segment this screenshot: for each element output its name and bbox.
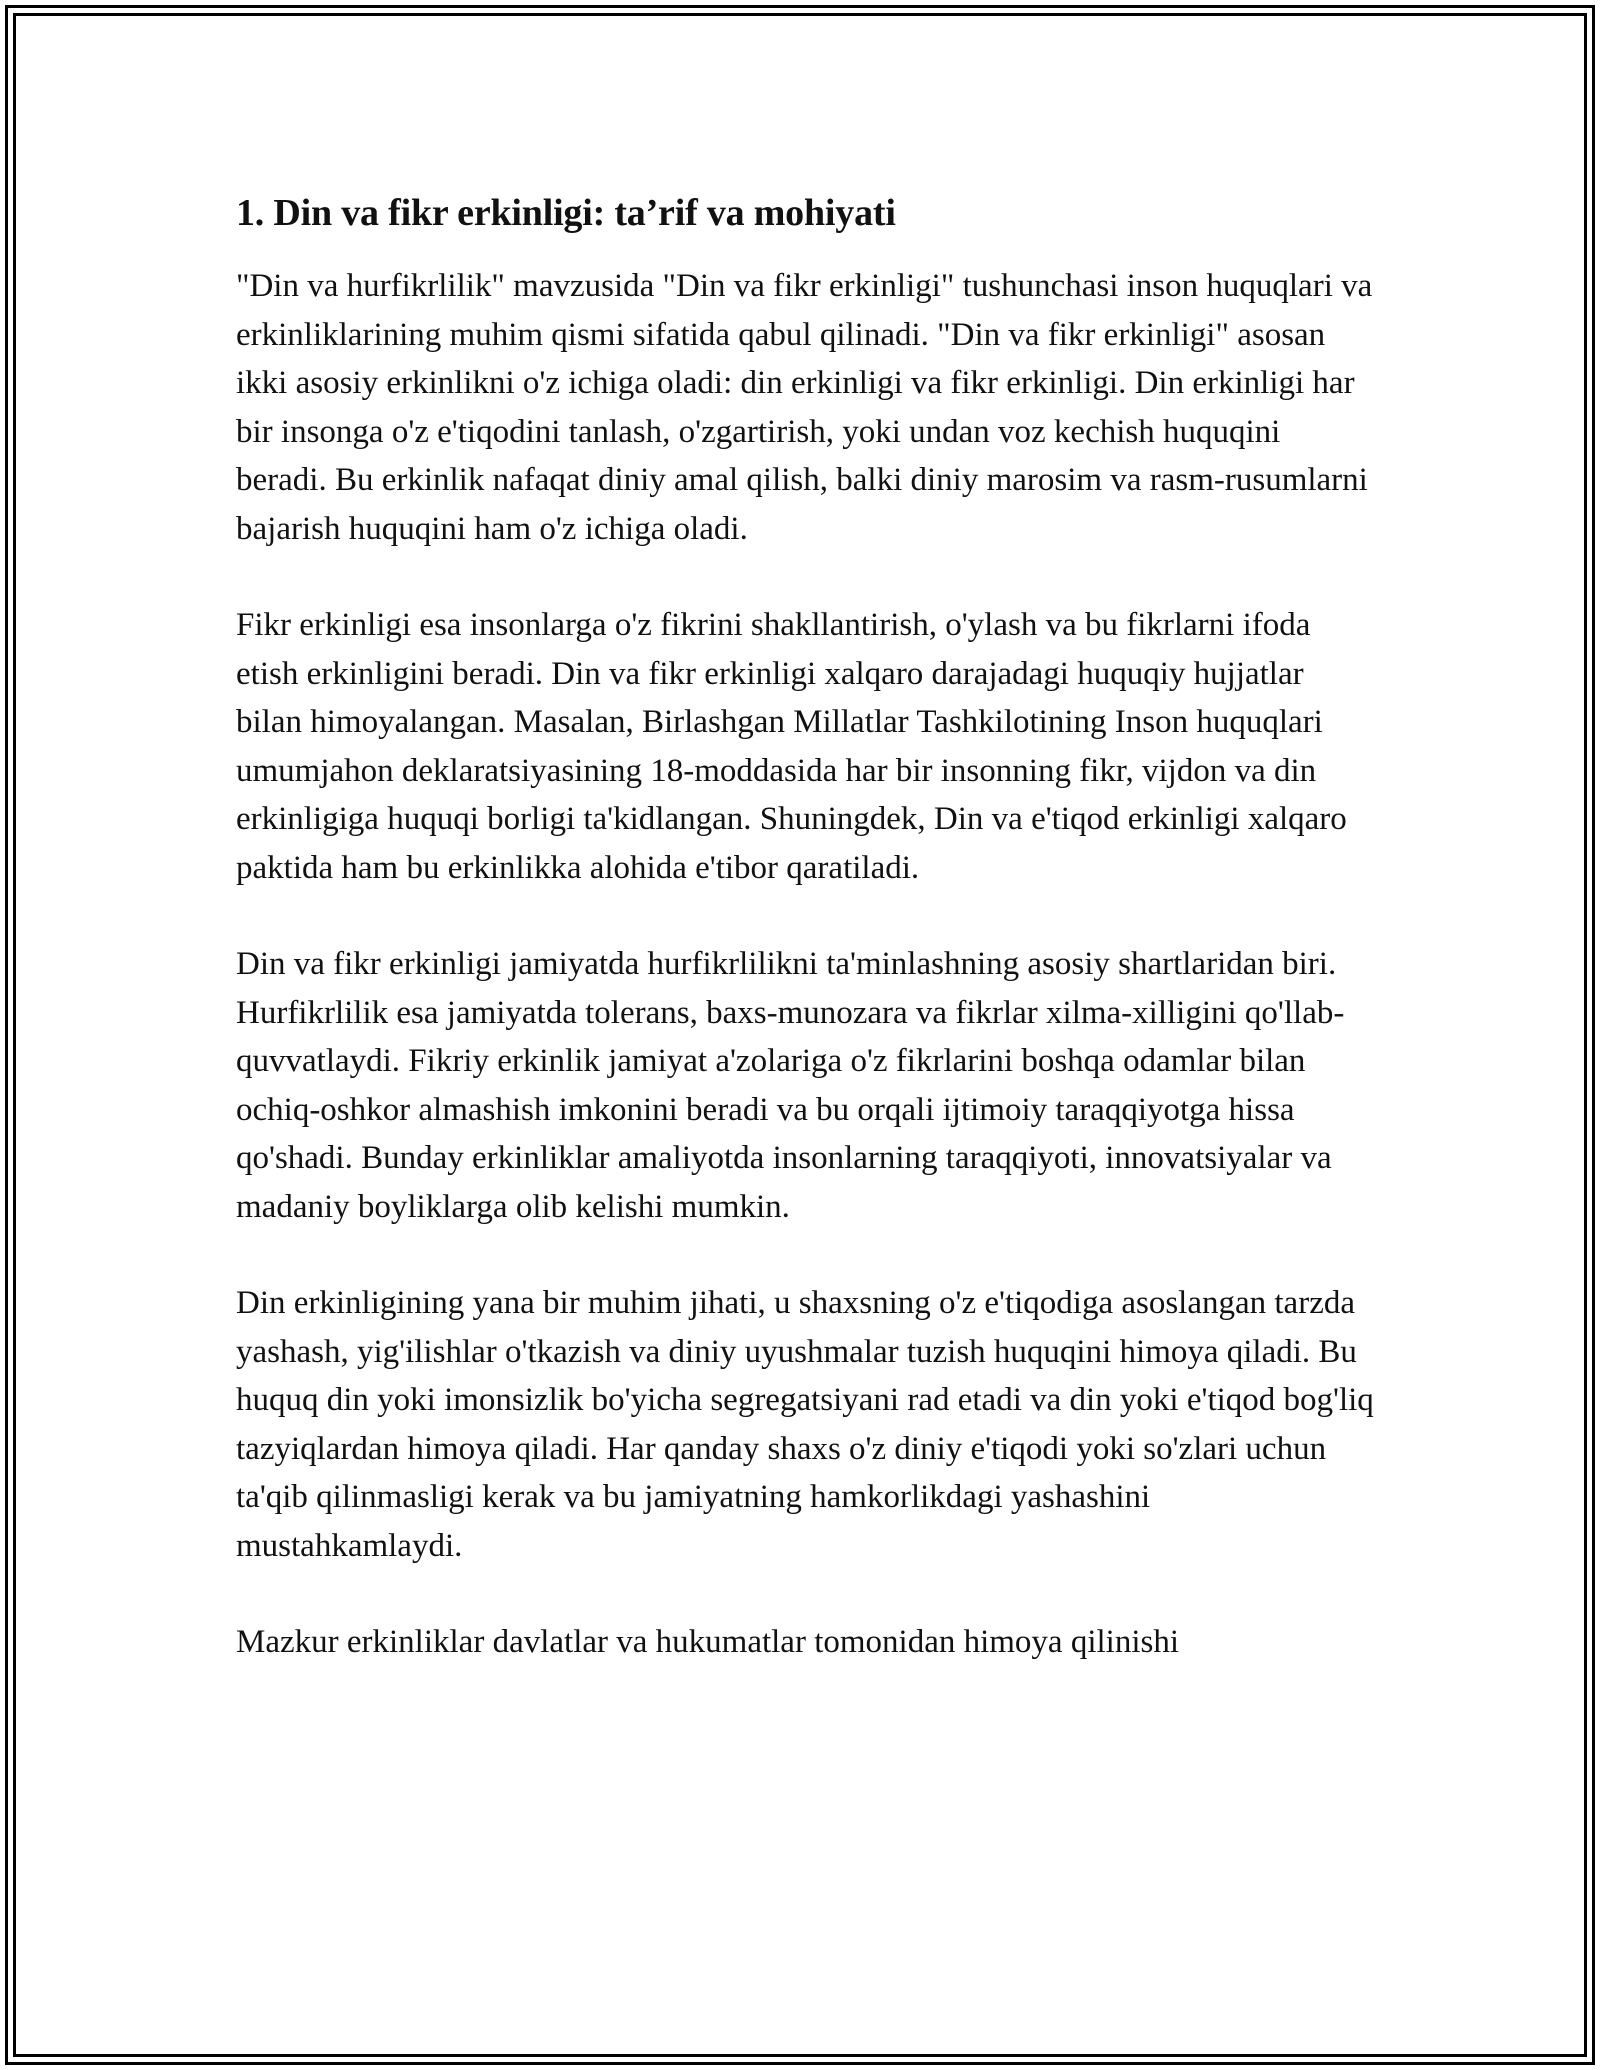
paragraph-5: Mazkur erkinliklar davlatlar va hukumatlar tomonidan himoya qilinishi [236, 1624, 1180, 1660]
paragraph-1: "Din va hurfikrlilik" mavzusida "Din va fikr erkinligi" tushunchasi inson huquqlari va erkinliklarining muhim qismi sifatida qabul qilinadi. "Din va fikr erkinligi" asosan ikki asosiy erkinlikni o'z ichiga oladi: din erkinligi va fikr erkinligi. Din erkinligi har bir insonga o'z e'tiqodini tanlash, o'zgartirish, yoki undan voz kechish huquqini beradi. Bu erkinlik nafaqat diniy amal qilish, balki diniy marosim va rasm-rusumlarni bajarish huquqini ham o'z ichiga oladi. [236, 268, 1373, 547]
paragraph-4: Din erkinligining yana bir muhim jihati, u shaxsning o'z e'tiqodiga asoslangan tarzda yashash, yig'ilishlar o'tkazish va diniy uyushmalar tuzish huquqini himoya qiladi. Bu huquq din yoki imonsizlik bo'yicha segregatsiyani rad etadi va din yoki e'tiqod bog'liq tazyiqlardan himoya qiladi. Har qanday shaxs o'z diniy e'tiqodi yoki so'zlari uchun ta'qib qilinmasligi kerak va bu jamiyatning hamkorlikdagi yashashini mustahkamlaydi. [236, 1285, 1374, 1564]
paragraph-2: Fikr erkinligi esa insonlarga o'z fikrini shakllantirish, o'ylash va bu fikrlarni ifoda etish erkinligini beradi. Din va fikr erkinligi xalqaro darajadagi huquqiy hujjatlar bilan himoyalangan. Masalan, Birlashgan Millatlar Tashkilotining Inson huquqlari umumjahon deklaratsiyasining 18-moddasida har bir insonning fikr, vijdon va din erkinligiga huquqi borligi ta'kidlangan. Shuningdek, Din va e'tiqod erkinligi xalqaro paktida ham bu erkinlikka alohida e'tibor qaratiladi. [236, 607, 1347, 886]
document-body [236, 186, 1376, 1715]
paragraph-3: Din va fikr erkinligi jamiyatda hurfikrlilikni ta'minlashning asosiy shartlaridan biri. Hurfikrlilik esa jamiyatda tolerans, baxs-munozara va fikrlar xilma-xilligini qo'llab-quvvatlaydi. Fikriy erkinlik jamiyat a'zolariga o'z fikrlarini boshqa odamlar bilan ochiq-oshkor almashish imkonini beradi va bu orqali ijtimoiy taraqqiyotga hissa qo'shadi. Bunday erkinliklar amaliyotda insonlarning taraqqiyoti, innovatsiyalar va madaniy boyliklarga olib kelishi mumkin. [236, 946, 1345, 1225]
section-heading: 1. Din va fikr erkinligi: ta’rif va mohiyati [236, 192, 896, 234]
